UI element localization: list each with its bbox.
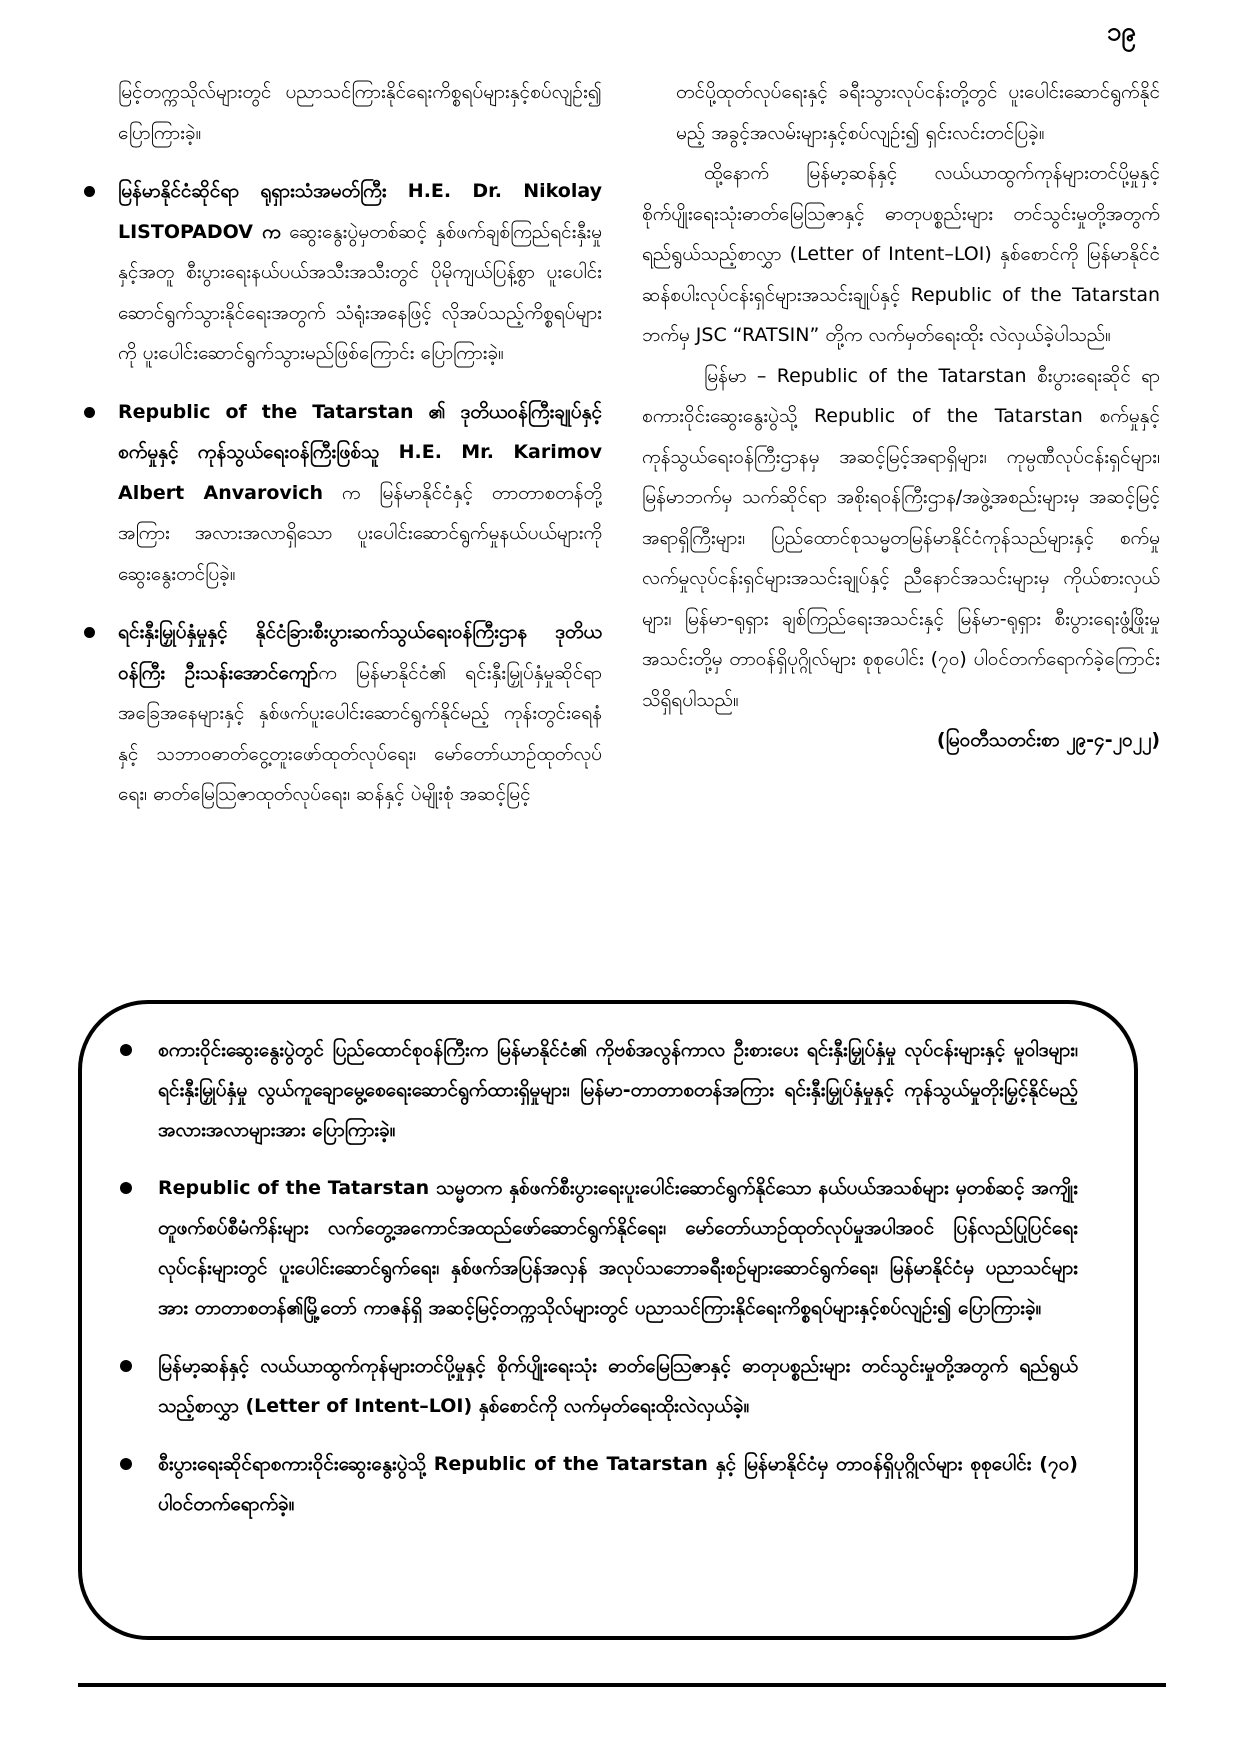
bullet-item [84,392,602,595]
right-continuation: တင်ပို့ထုတ်လုပ်ရေးနှင့် ခရီးသွားလုပ်ငန်းတို့တွင် ပူးပေါင်းဆောင်ရွက်နိုင်မည့် အခွင့်အလမ်းများနှင့်စပ်လျဉ်း၍ ရှင်းလင်းတင်ပြခဲ့။ [676,81,1160,144]
page-number: ၁၉ [1106,17,1136,47]
paragraph-loi: ထို့နောက် မြန်မာ့ဆန်နှင့် လယ်ယာထွက်ကုန်များတင်ပို့မှုနှင့် စိုက်ပျိုးရေးသုံးဓာတ်မြေသြဇာနှင့် ဓာတုပစ္စည်းများ တင်သွင်းမှုတို့အတွက် ရည်ရွယ်သည့်စာလွှာ (Letter of Intent–LOI) နှစ်စောင်ကို မြန်မာနိုင်ငံ ဆန်စပါးလုပ်ငန်းရှင်များအသင်းချုပ်နှင့် Republic of the Tatarstan ဘက်မှ JSC “RATSIN” တို့က လက်မှတ်ရေးထိုး လဲလှယ်ခဲ့ပါသည်။ [642,162,1160,346]
left-column [84,72,602,815]
bullet-item [84,171,602,374]
summary-item: Republic of the Tatarstan သမ္မတက နှစ်ဖက်စီးပွားရေးပူးပေါင်းဆောင်ရွက်နိုင်သော နယ်ပယ်အသစ်များ မှတစ်ဆင့် အကျိုးတူဖက်စပ်စီမံကိန်းများ လက်တွေ့အကောင်အထည်ဖော်ဆောင်ရွက်နိုင်ရေး၊ မော်တော်ယာဉ်ထုတ်လုပ်မှုအပါအဝင် ပြန်လည်ပြုပြင်ရေးလုပ်ငန်းများတွင် ပူးပေါင်းဆောင်ရွက်ရေး၊ နှစ်ဖက်အပြန်အလှန် အလုပ်သဘောခရီးစဉ်များဆောင်ရွက်ရေး၊ မြန်မာနိုင်ငံမှ ပညာသင်များအား တာတာစတန်၏မြို့တော် ကာဇန်ရှိ အဆင့်မြင့်တက္ကသိုလ်များတွင် ပညာသင်ကြားနိုင်ရေးကိစ္စရပ်များနှင့်စပ်လျဉ်း၍ ပြောကြားခဲ့။ [120,1168,1078,1328]
source-citation: (မြဝတီသတင်းစာ ၂၉-၄-၂၀၂၂) [936,729,1160,751]
bullet-speaker: ရင်းနှီးမြှုပ်နှံမှုနှင့် နိုင်ငံခြားစီးပွားဆက်သွယ်ရေးဝန်ကြီးဌာန ဒုတိယဝန်ကြီး ဦးသန်းအောင်ကျော် [118,621,602,684]
left-bullet-list [84,171,602,815]
summary-box [78,1000,1138,1640]
bullet-item [84,612,602,815]
bullet-text: က မြန်မာနိုင်ငံနှင့် တာတာစတန်တို့အကြား အလားအလာရှိသော ပူးပေါင်းဆောင်ရွက်မှုနယ်ပယ်များကို ဆွေးနွေးတင်ပြခဲ့။ [118,481,602,585]
summary-list [120,1030,1078,1524]
left-continuation: မြင့်တက္ကသိုလ်များတွင် ပညာသင်ကြားနိုင်ရေးကိစ္စရပ်များနှင့်စပ်လျဉ်း၍ ပြောကြားခဲ့။ [118,81,602,144]
paragraph-attendees: မြန်မာ – Republic of the Tatarstan စီးပွားရေးဆိုင် ရာ စကားဝိုင်းဆွေးနွေးပွဲသို့ Republic of the Tatarstan စက်မှုနှင့် ကုန်သွယ်ရေးဝန်ကြီးဌာနမှ အဆင့်မြင့်အရာရှိများ၊ ကုမ္ပဏီလုပ်ငန်းရှင်များ၊ မြန်မာဘက်မှ သက်ဆိုင်ရာ အစိုးရဝန်ကြီးဌာန/အဖွဲ့အစည်းများမှ အဆင့်မြင့်အရာရှိကြီးများ၊ ပြည်ထောင်စုသမ္မတမြန်မာနိုင်ငံကုန်သည်များနှင့် စက်မှုလက်မှုလုပ်ငန်းရှင်များအသင်းချုပ်နှင့် ညီနောင်အသင်းများမှ ကိုယ်စားလှယ်များ၊ မြန်မာ-ရုရှား ချစ်ကြည်ရေးအသင်းနှင့် မြန်မာ-ရုရှား စီးပွားရေးဖွံ့ဖြိုးမှုအသင်းတို့မှ တာဝန်ရှိပုဂ္ဂိုလ်များ စုစုပေါင်း (၇၀) ပါဝင်တက်ရောက်ခဲ့ကြောင်း သိရှိရပါသည်။ [642,364,1160,711]
bullet-text: ဆွေးနွေးပွဲမှတစ်ဆင့် နှစ်ဖက်ချစ်ကြည်ရင်းနှီးမှုနှင့်အတူ စီးပွားရေးနယ်ပယ်အသီးအသီးတွင် ပိုမိုကျယ်ပြန့်စွာ ပူးပေါင်းဆောင်ရွက်သွားနိုင်ရေးအတွက် သံရုံးအနေဖြင့် လိုအပ်သည့်ကိစ္စရပ်များကို ပူးပေါင်းဆောင်ရွက်သွားမည်ဖြစ်ကြောင်း ပြောကြားခဲ့။ [118,220,602,364]
bullet-text: က မြန်မာနိုင်ငံ၏ ရင်းနှီးမြှုပ်နှံမှုဆိုင်ရာအခြေအနေများနှင့် နှစ်ဖက်ပူးပေါင်းဆောင်ရွက်နိုင်မည့် ကုန်းတွင်းရေနံနှင့် သဘာဝဓာတ်ငွေ့တူးဖော်ထုတ်လုပ်ရေး၊ မော်တော်ယာဉ်ထုတ်လုပ်ရေး၊ ဓာတ်မြေသြဇာထုတ်လုပ်ရေး၊ ဆန်နှင့် ပဲမျိုးစုံ အဆင့်မြင့် [118,661,602,805]
right-column [642,72,1160,761]
summary-item: မြန်မာ့ဆန်နှင့် လယ်ယာထွက်ကုန်များတင်ပို့မှုနှင့် စိုက်ပျိုးရေးသုံး ဓာတ်မြေသြဇာနှင့် ဓာတုပစ္စည်းများ တင်သွင်းမှုတို့အတွက် ရည်ရွယ်သည့်စာလွှာ (Letter of Intent–LOI) နှစ်စောင်ကို လက်မှတ်ရေးထိုးလဲလှယ်ခဲ့။ [120,1346,1078,1426]
article-columns [84,72,1160,982]
bullet-speaker: မြန်မာနိုင်ငံဆိုင်ရာ ရုရှားသံအမတ်ကြီး H.E. Dr. Nikolay LISTOPADOV က [118,180,602,243]
bullet-speaker: Republic of the Tatarstan ၏ ဒုတိယဝန်ကြီးချုပ်နှင့် စက်မှုနှင့် ကုန်သွယ်ရေးဝန်ကြီးဖြစ်သူ H.E. Mr. Karimov Albert Anvarovich [118,400,602,504]
summary-item: စီးပွားရေးဆိုင်ရာစကားဝိုင်းဆွေးနွေးပွဲသို့ Republic of the Tatarstan နှင့် မြန်မာနိုင်ငံမှ တာဝန်ရှိပုဂ္ဂိုလ်များ စုစုပေါင်း (၇၀) ပါဝင်တက်ရောက်ခဲ့။ [120,1444,1078,1524]
bottom-rule [78,1683,1166,1687]
summary-item: စကားဝိုင်းဆွေးနွေးပွဲတွင် ပြည်ထောင်စုဝန်ကြီးက မြန်မာနိုင်ငံ၏ ကိုဗစ်အလွန်ကာလ ဦးစားပေး ရင်းနှီးမြှုပ်နှံမှု လုပ်ငန်းများနှင့် မူဝါဒများ၊ ရင်းနှီးမြှုပ်နှံမှု လွယ်ကူချောမွေ့စေရေးဆောင်ရွက်ထားရှိမှုများ၊ မြန်မာ-တာတာစတန်အကြား ရင်းနှီးမြှုပ်နှံမှုနှင့် ကုန်သွယ်မှုတိုးမြှင့်နိုင်မည့် အလားအလာများအား ပြောကြားခဲ့။ [120,1030,1078,1150]
